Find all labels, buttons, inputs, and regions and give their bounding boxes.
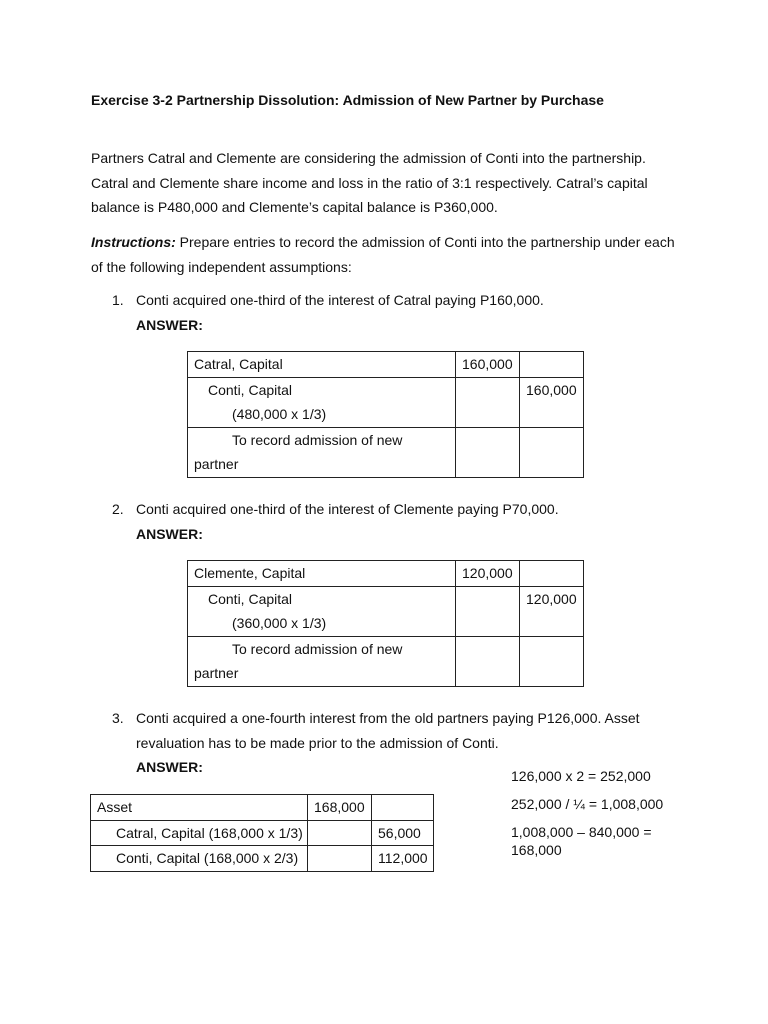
credit-amount: 56,000 — [372, 820, 434, 846]
credit-amount: 112,000 — [372, 846, 434, 872]
table-row — [91, 820, 434, 846]
item-text: Conti acquired one-third of the interest of Catral paying P160,000. — [136, 292, 544, 308]
computation-note: 168,000 — [511, 842, 562, 858]
instructions-text: Prepare entries to record the admission of Conti into the partnership under each — [175, 234, 675, 250]
credit-amount-empty — [520, 636, 584, 686]
intro-line: Catral and Clemente share income and loss in the ratio of 3:1 respectively. Catral’s capital — [91, 174, 648, 191]
credit-amount-empty — [520, 352, 584, 378]
item-number: 3. — [112, 710, 124, 726]
credit-amount: 120,000 — [520, 586, 584, 636]
intro-line: balance is P480,000 and Clemente’s capital balance is P360,000. — [91, 199, 498, 215]
answer-label: ANSWER: — [136, 526, 203, 542]
item-text: Conti acquired a one-fourth interest from the old partners paying P126,000. Asset — [136, 710, 640, 726]
debit-amount-empty — [456, 427, 520, 477]
account: Catral, Capital (168,000 x 1/3) — [91, 820, 308, 846]
answer-label: ANSWER: — [136, 759, 203, 775]
item-text: Conti acquired one-third of the interest of Clemente paying P70,000. — [136, 501, 559, 517]
memo-cell — [188, 427, 456, 477]
debit-account: Catral, Capital — [188, 352, 456, 378]
memo-line: To record admission of new — [232, 640, 403, 657]
item-number: 2. — [112, 501, 124, 517]
credit-amount-empty — [520, 561, 584, 587]
instructions-line: of the following independent assumptions: — [91, 258, 352, 275]
credit-account: Conti, Capital — [208, 590, 293, 607]
exercise-title: Exercise 3-2 Partnership Dissolution: Admission of New Partner by Purchase — [91, 92, 604, 108]
intro-line: Partners Catral and Clemente are considering the admission of Conti into the partnership. — [91, 150, 646, 166]
journal-entry-2 — [187, 560, 584, 687]
computation-note: 126,000 x 2 = 252,000 — [511, 768, 651, 784]
instructions-line — [91, 230, 691, 255]
table-row — [188, 352, 584, 378]
item-text: revaluation has to be made prior to the admission of Conti. — [136, 734, 499, 751]
memo-line: partner — [194, 665, 239, 681]
table-row — [188, 636, 584, 686]
credit-amount-empty — [372, 795, 434, 821]
debit-amount: 120,000 — [456, 561, 520, 587]
table-row — [188, 561, 584, 587]
instructions-paragraph — [91, 230, 691, 279]
credit-amount: 160,000 — [520, 377, 584, 427]
credit-account: Conti, Capital — [208, 381, 293, 398]
computation-note: 1,008,000 – 840,000 = — [511, 824, 652, 840]
debit-amount: 160,000 — [456, 352, 520, 378]
account: Asset — [91, 795, 308, 821]
instructions-label: Instructions: — [91, 234, 176, 250]
table-row — [188, 427, 584, 477]
memo-cell — [188, 636, 456, 686]
debit-amount-empty — [456, 377, 520, 427]
debit-amount: 168,000 — [308, 795, 372, 821]
journal-entry-3 — [90, 794, 434, 872]
debit-amount-empty — [456, 586, 520, 636]
journal-entry-1 — [187, 351, 584, 478]
memo-line: To record admission of new — [232, 431, 403, 448]
table-row — [188, 586, 584, 636]
table-row — [91, 795, 434, 821]
computation-note: 252,000 / ¼ = 1,008,000 — [511, 796, 664, 812]
item-number: 1. — [112, 292, 124, 308]
intro-paragraph — [91, 146, 691, 220]
credit-account-cell — [188, 377, 456, 427]
answer-label: ANSWER: — [136, 317, 203, 333]
debit-amount-empty — [456, 636, 520, 686]
credit-amount-empty — [520, 427, 584, 477]
memo-line: partner — [194, 456, 239, 472]
computation: (360,000 x 1/3) — [232, 615, 327, 631]
account: Conti, Capital (168,000 x 2/3) — [91, 846, 308, 872]
credit-account-cell — [188, 586, 456, 636]
debit-amount-empty — [308, 846, 372, 872]
debit-account: Clemente, Capital — [188, 561, 456, 587]
debit-amount-empty — [308, 820, 372, 846]
computation: (480,000 x 1/3) — [232, 406, 327, 422]
table-row — [188, 377, 584, 427]
table-row — [91, 846, 434, 872]
